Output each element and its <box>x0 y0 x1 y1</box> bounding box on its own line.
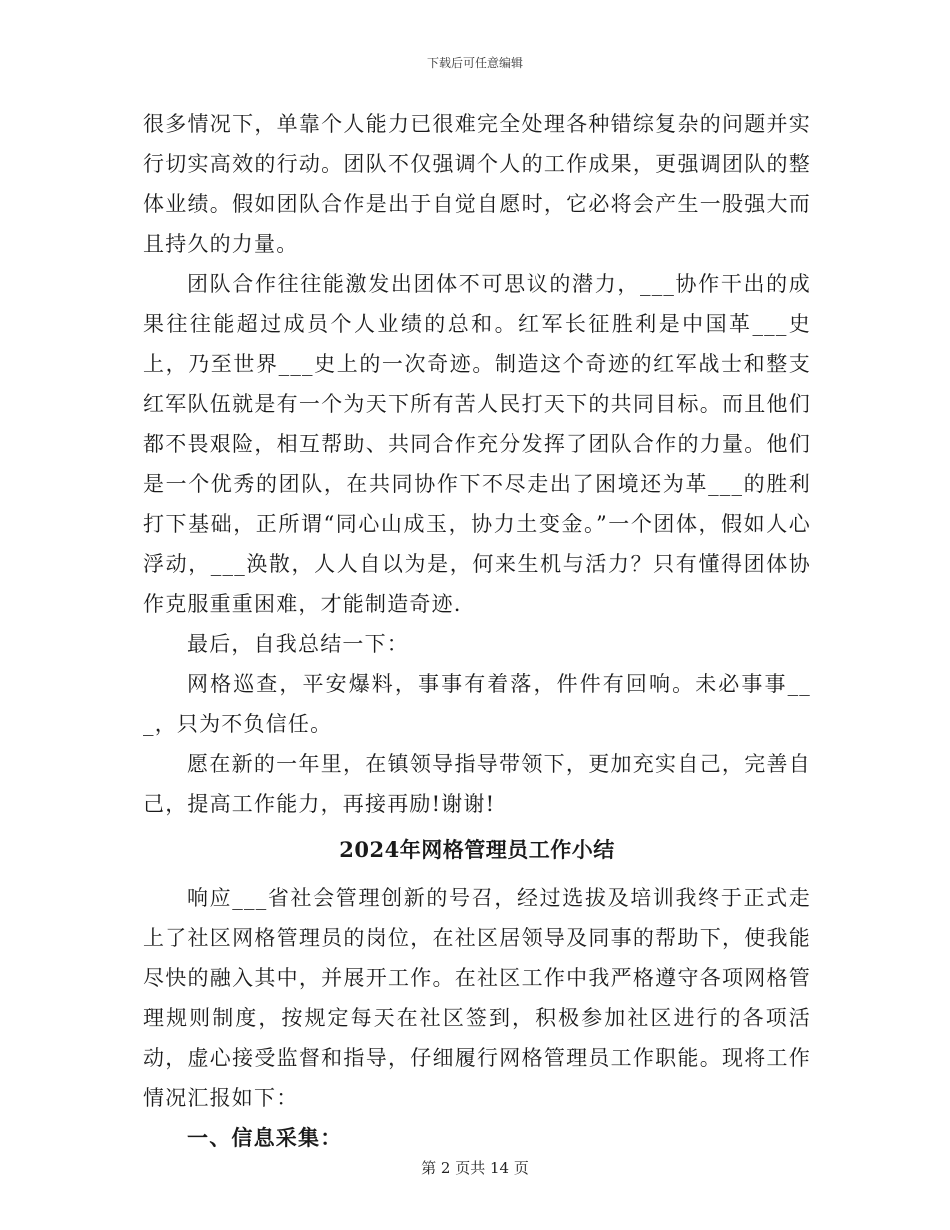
document-body <box>143 104 811 1158</box>
paragraph-grid-patrol: 网格巡查，平安爆料，事事有着落，件件有回响。未必事事___，只为不负信任。 <box>143 672 811 736</box>
page-number: 第 2 页共 14 页 <box>421 1159 529 1177</box>
page-header: 下载后可任意编辑 <box>426 56 523 70</box>
heading-info-collection: 一、信息采集： <box>187 1125 343 1150</box>
paragraph-team-potential: 团队合作往往能激发出团体不可思议的潜力，___协作干出的成果往往能超过成员个人业绩的总和。红军长征胜利是中国革___史上，乃至世界___史上的一次奇迹。制造这个奇迹的红军战士和整支红军队伍就是有一个为天下所有苦人民打天下的共同目标。而且他们都不畏艰险，相互帮助、共同合作充分发挥了团队合作的力量。他们是一个优秀的团队，在共同协作下不尽走出了困境还为革___的胜利打下基础，正所谓“同心山成玉，协力土变金。”一个团体，假如人心浮动，___涣散，人人自以为是，何来生机与活力？只有懂得团体协作克服重重困难，才能制造奇迹. <box>143 272 811 616</box>
paragraph-new-year-wish: 愿在新的一年里，在镇领导指导带领下，更加充实自己，完善自己，提高工作能力，再接再励!谢谢! <box>143 752 811 816</box>
paragraph-team-ability: 很多情况下，单靠个人能力已很难完全处理各种错综复杂的问题并实行切实高效的行动。团队不仅强调个人的工作成果，更强调团队的整体业绩。假如团队合作是出于自觉自愿时，它必将会产生一股强大而且持久的力量。 <box>143 112 811 256</box>
section-title: 2024年网格管理员工作小结 <box>339 837 615 862</box>
paragraph-summary-intro: 最后，自我总结一下： <box>187 632 409 656</box>
paragraph-response-intro: 响应___省社会管理创新的号召，经过选拔及培训我终于正式走上了社区网格管理员的岗位，在社区居领导及同事的帮助下，使我能尽快的融入其中，并展开工作。在社区工作中我严格遵守各项网格管理规则制度，按规定每天在社区签到，积极参加社区进行的各项活动，虚心接受监督和指导，仔细履行网格管理员工作职能。现将工作情况汇报如下： <box>143 886 811 1110</box>
